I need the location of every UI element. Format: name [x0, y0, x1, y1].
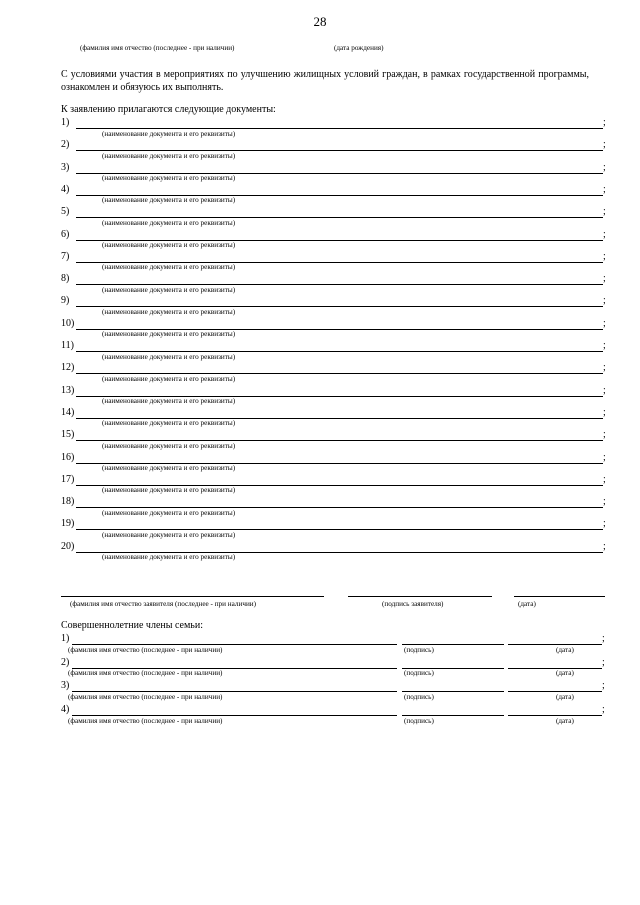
document-semicolon: ; [603, 406, 606, 418]
document-semicolon: ; [603, 139, 606, 151]
name-caption: (фамилия имя отчество (последнее - при наличии) [80, 44, 235, 52]
document-caption: (наименование документа и его реквизиты) [102, 174, 236, 183]
document-caption: (наименование документа и его реквизиты) [102, 508, 236, 517]
family-date-caption: (дата) [556, 645, 574, 654]
document-number: 6) [61, 228, 70, 240]
family-date-line[interactable] [508, 715, 602, 716]
document-caption: (наименование документа и его реквизиты) [102, 464, 236, 472]
document-caption: (наименование документа и его реквизиты) [102, 374, 236, 383]
document-number: 20) [61, 540, 75, 552]
document-semicolon: ; [603, 540, 606, 552]
document-number: 8) [61, 273, 70, 285]
document-semicolon: ; [603, 317, 606, 329]
family-heading: Совершеннолетние члены семьи: [61, 620, 203, 631]
document-number: 19) [61, 518, 75, 530]
document-number: 16) [61, 451, 75, 463]
document-caption: (наименование документа и его реквизиты) [102, 419, 236, 428]
family-name-caption: (фамилия имя отчество (последнее - при наличии) [68, 716, 223, 725]
document-semicolon: ; [603, 340, 606, 351]
family-date-caption: (дата) [556, 716, 574, 725]
document-caption: (наименование документа и его реквизиты) [102, 129, 236, 138]
applicant-date-caption: (дата) [518, 600, 536, 608]
document-semicolon: ; [603, 496, 606, 508]
document-caption: (наименование документа и его реквизиты) [102, 553, 236, 562]
document-semicolon: ; [603, 183, 606, 195]
document-number: 1) [61, 117, 70, 128]
family-date-line[interactable] [508, 644, 602, 645]
document-number: 9) [61, 295, 70, 307]
document-semicolon: ; [603, 273, 606, 285]
document-semicolon: ; [603, 384, 606, 396]
family-member-number: 2) [61, 656, 70, 668]
document-semicolon: ; [603, 451, 606, 463]
family-date-caption: (дата) [556, 669, 574, 678]
document-caption: (наименование документа и его реквизиты) [102, 397, 236, 406]
document-semicolon: ; [603, 117, 606, 128]
family-date-line[interactable] [508, 691, 602, 692]
document-number: 14) [61, 406, 75, 418]
family-name-caption: (фамилия имя отчество (последнее - при наличии) [68, 669, 223, 678]
document-number: 18) [61, 496, 75, 508]
document-caption: (наименование документа и его реквизиты) [102, 151, 236, 160]
family-semicolon: ; [602, 680, 605, 692]
document-caption: (наименование документа и его реквизиты) [102, 285, 236, 294]
family-signature-caption: (подпись) [404, 716, 434, 725]
family-signature-caption: (подпись) [404, 692, 434, 701]
document-number: 12) [61, 362, 75, 374]
document-number: 13) [61, 384, 75, 396]
document-semicolon: ; [603, 161, 606, 173]
family-signature-caption: (подпись) [404, 669, 434, 678]
document-caption: (наименование документа и его реквизиты) [102, 218, 236, 227]
document-caption: (наименование документа и его реквизиты) [102, 196, 236, 205]
document-number: 4) [61, 183, 70, 195]
document-semicolon: ; [603, 473, 606, 485]
page-number: 28 [313, 14, 327, 29]
document-caption: (наименование документа и его реквизиты) [102, 441, 236, 450]
family-member-number: 3) [61, 680, 70, 692]
family-member-number: 1) [61, 633, 70, 644]
family-name-caption: (фамилия имя отчество (последнее - при наличии) [68, 692, 223, 701]
document-semicolon: ; [603, 362, 606, 374]
document-semicolon: ; [603, 250, 606, 262]
document-number: 10) [61, 317, 75, 329]
document-caption: (наименование документа и его реквизиты) [102, 486, 236, 495]
document-caption: (наименование документа и его реквизиты) [102, 330, 236, 339]
consent-text: С условиями участия в мероприятиях по улучшению жилищных условий граждан, в рамках государственной программы, ознакомлен и обязуюсь их выполнять. [61, 69, 589, 93]
family-semicolon: ; [602, 633, 605, 644]
document-number: 2) [61, 139, 70, 151]
document-caption: (наименование документа и его реквизиты) [102, 352, 236, 361]
document-caption: (наименование документа и его реквизиты) [102, 307, 236, 316]
family-name-caption: (фамилия имя отчество (последнее - при наличии) [68, 645, 223, 654]
document-number: 11) [61, 340, 74, 351]
family-signature-caption: (подпись) [404, 645, 434, 654]
document-caption: (наименование документа и его реквизиты) [102, 263, 236, 272]
document-number: 17) [61, 473, 75, 485]
document-semicolon: ; [603, 295, 606, 307]
document-caption: (наименование документа и его реквизиты) [102, 241, 236, 249]
document-number: 5) [61, 206, 70, 218]
applicant-signature-caption: (подпись заявителя) [382, 600, 444, 608]
document-semicolon: ; [603, 206, 606, 218]
family-date-caption: (дата) [556, 692, 574, 701]
document-semicolon: ; [603, 518, 606, 530]
document-number: 15) [61, 429, 75, 441]
applicant-date-line[interactable] [514, 596, 605, 597]
documents-heading: К заявлению прилагаются следующие документы: [61, 104, 276, 115]
family-date-line[interactable] [508, 668, 602, 669]
applicant-name-line[interactable] [61, 596, 324, 597]
document-semicolon: ; [603, 228, 606, 240]
family-member-number: 4) [61, 704, 70, 716]
family-semicolon: ; [602, 704, 605, 716]
applicant-name-caption: (фамилия имя отчество заявителя (последнее - при наличии) [70, 600, 257, 608]
birth-date-caption: (дата рождения) [334, 44, 384, 52]
applicant-signature-line[interactable] [348, 596, 492, 597]
document-number: 3) [61, 161, 70, 173]
document-caption: (наименование документа и его реквизиты) [102, 530, 236, 539]
document-semicolon: ; [603, 429, 606, 441]
document-number: 7) [61, 250, 70, 262]
family-semicolon: ; [602, 656, 605, 668]
